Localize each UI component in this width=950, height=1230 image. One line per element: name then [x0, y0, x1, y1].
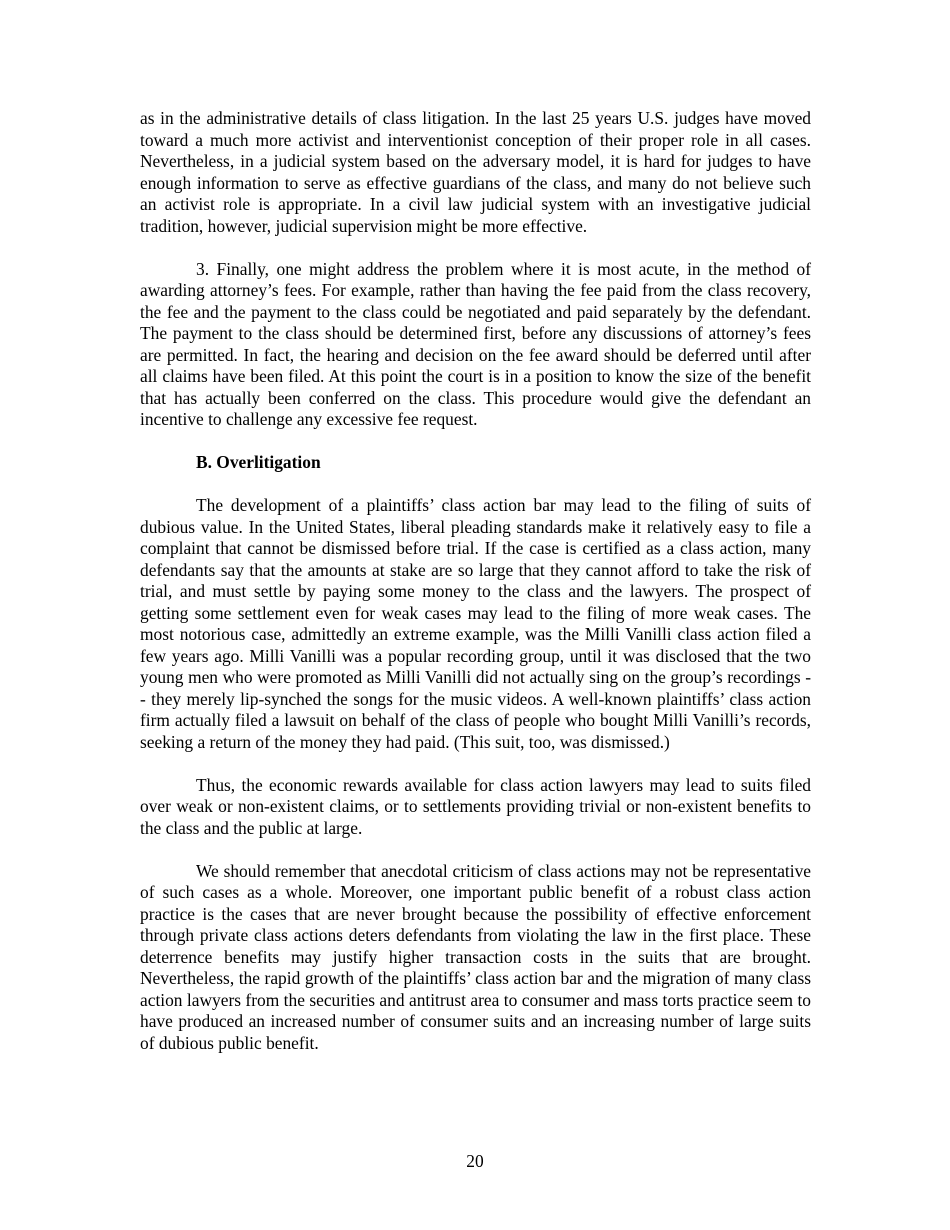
paragraph-anecdotal-criticism: We should remember that anecdotal criticism of class actions may not be representative of such cases as a whole. Moreover, one important public benefit of a robust class action practice is the cases that are never brought because the possibility of effective enforcement through private class actions deters defendants from violating the law in the first place. These deterrence benefits may justify higher transaction costs in the suits that are brought. Nevertheless, the rapid growth of the plaintiffs’ class action bar and the migration of many class action lawyers from the securities and antitrust area to consumer and mass torts practice seem to have produced an increased number of consumer suits and an increasing number of large suits of dubious public benefit. [140, 860, 811, 1053]
page-number: 20 [466, 1151, 484, 1171]
paragraph-class-action-bar: The development of a plaintiffs’ class action bar may lead to the filing of suits of dubious value. In the United States, liberal pleading standards make it relatively easy to file a complaint that cannot be dismissed before trial. If the case is certified as a class action, many defendants say that the amounts at stake are so large that they cannot afford to take the risk of trial, and must settle by paying some money to the class and the lawyers. The prospect of getting some settlement even for weak cases may lead to the filing of more weak cases. The most notorious case, admittedly an extreme example, was the Milli Vanilli class action filed a few years ago. Milli Vanilli was a popular recording group, until it was disclosed that the two young men who were promoted as Milli Vanilli did not actually sing on the group’s recordings -- they merely lip-synched the songs for the music videos. A well-known plaintiffs’ class action firm actually filed a lawsuit on behalf of the class of people who bought Milli Vanilli’s records, seeking a return of the money they had paid. (This suit, too, was dismissed.) [140, 495, 811, 752]
paragraph-attorney-fees: 3. Finally, one might address the problem where it is most acute, in the method of awarding attorney’s fees. For example, rather than having the fee paid from the class recovery, the fee and the payment to the class could be negotiated and paid separately by the defendant. The payment to the class should be determined first, before any discussions of attorney’s fees are permitted. In fact, the hearing and decision on the fee award should be deferred until after all claims have been filed. At this point the court is in a position to know the size of the benefit that has actually been conferred on the class. This procedure would give the defendant an incentive to challenge any excessive fee request. [140, 258, 811, 429]
section-heading-overlitigation: B. Overlitigation [196, 452, 321, 472]
document-page [140, 108, 811, 1076]
paragraph-economic-rewards: Thus, the economic rewards available for class action lawyers may lead to suits filed over weak or non-existent claims, or to settlements providing trivial or non-existent benefits to the class and the public at large. [140, 774, 811, 838]
paragraph-judicial-supervision: as in the administrative details of class litigation. In the last 25 years U.S. judges have moved toward a much more activist and interventionist conception of their proper role in all cases. Nevertheless, in a judicial system based on the adversary model, it is hard for judges to have enough information to serve as effective guardians of the class, and many do not believe such an activist role is appropriate. In a civil law judicial system with an investigative judicial tradition, however, judicial supervision might be more effective. [140, 108, 811, 236]
